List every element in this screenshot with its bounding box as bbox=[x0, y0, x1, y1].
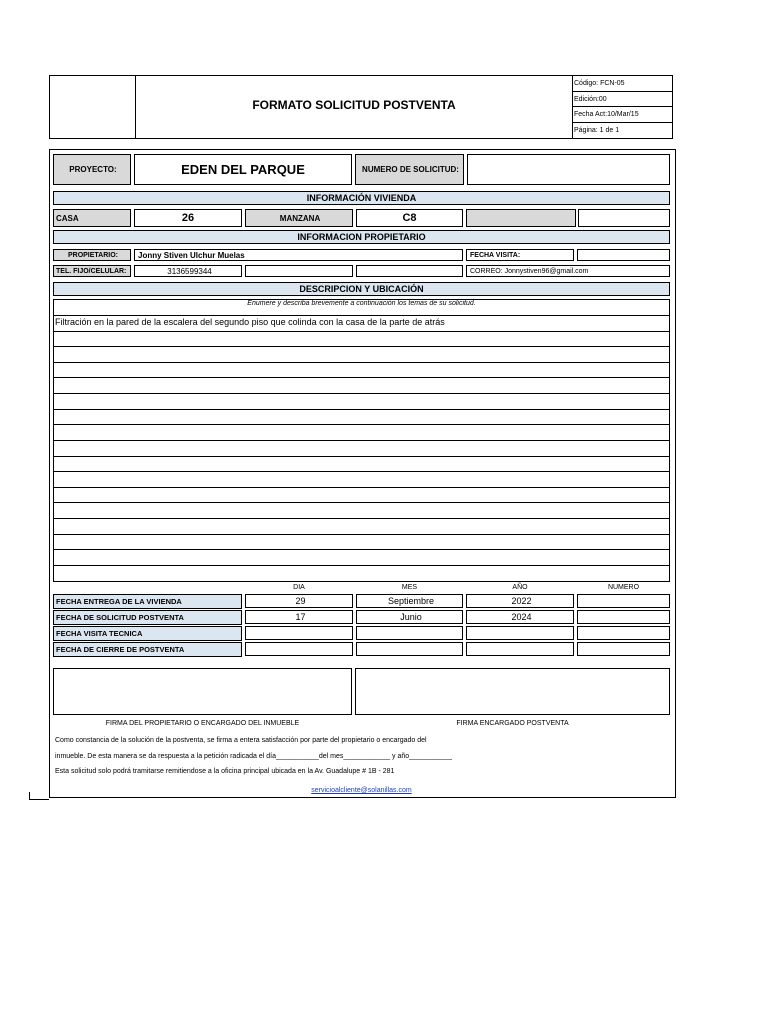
fecha-numero-cell[interactable] bbox=[577, 610, 670, 624]
fecha-mes-value: Septiembre bbox=[387, 596, 435, 606]
propietario-label: PROPIETARIO: bbox=[67, 251, 119, 259]
desc-line bbox=[53, 440, 670, 441]
desc-line bbox=[53, 502, 670, 503]
desc-line bbox=[53, 518, 670, 519]
fecha-anio-value: 2022 bbox=[511, 596, 532, 606]
proyecto-value: EDEN DEL PARQUE bbox=[181, 162, 305, 177]
edicion-text: Edición:00 bbox=[574, 96, 607, 103]
footer-line-1: Como constancia de la solución de la postventa, se firma a entera satisfacción por parte del propietario o encargado del bbox=[55, 737, 427, 744]
fecha-visita-cell bbox=[466, 249, 574, 261]
casa-value: 26 bbox=[181, 212, 195, 224]
casa-label: CASA bbox=[56, 213, 79, 223]
fecha-dia-cell[interactable] bbox=[245, 626, 353, 640]
vivienda-section-title: INFORMACIÓN VIVIENDA bbox=[53, 191, 670, 205]
col-mes: MES bbox=[401, 584, 418, 591]
tel-value: 3136599344 bbox=[167, 266, 212, 276]
fecha-row-label-text: FECHA VISITA TECNICA bbox=[56, 629, 143, 638]
fecha-row-label bbox=[53, 610, 242, 625]
fecha-row-label bbox=[53, 642, 242, 657]
manzana-value: C8 bbox=[402, 212, 417, 224]
desc-line bbox=[53, 549, 670, 550]
desc-line bbox=[53, 409, 670, 410]
fecha-mes-cell[interactable] bbox=[356, 610, 463, 624]
desc-line bbox=[53, 315, 670, 316]
correo-cell[interactable] bbox=[466, 265, 670, 277]
firma-encargado-box[interactable] bbox=[355, 668, 670, 715]
firma-propietario-label: FIRMA DEL PROPIETARIO O ENCARGADO DEL INMUEBLE bbox=[105, 720, 300, 727]
fecha-anio-cell[interactable] bbox=[466, 626, 574, 640]
manzana-value-cell[interactable] bbox=[356, 209, 463, 227]
tel-extra-cell[interactable] bbox=[245, 265, 353, 277]
footer-line-3: Esta solicitud solo podrá tramitarse remitiendose a la oficina principal ubicada en la Av. Guadalupe # 1B - 281 bbox=[55, 768, 395, 775]
fecha-anio-value: 2024 bbox=[511, 612, 532, 622]
fecha-dia-value: 29 bbox=[295, 596, 306, 606]
edicion-cell bbox=[573, 92, 672, 107]
frame-tick-bottom bbox=[29, 799, 49, 800]
footer-line-2: inmueble. De esta manera se da respuesta a la petición radicada el día___________del mes____________ y año___________ bbox=[55, 753, 452, 760]
fecha-mes-cell[interactable] bbox=[356, 626, 463, 640]
proyecto-label-cell bbox=[53, 154, 131, 185]
col-dia: DIA bbox=[293, 584, 305, 591]
firma-encargado-label: FIRMA ENCARGADO POSTVENTA bbox=[456, 720, 569, 727]
desc-line bbox=[53, 471, 670, 472]
fecha-dia-value: 17 bbox=[295, 612, 306, 622]
codigo-cell bbox=[573, 76, 672, 92]
desc-line bbox=[53, 331, 670, 332]
fecha-anio-cell[interactable] bbox=[466, 610, 574, 624]
fecha-anio-cell[interactable] bbox=[466, 642, 574, 656]
fecha-mes-value: Junio bbox=[400, 612, 422, 622]
proyecto-label: PROYECTO: bbox=[69, 165, 117, 174]
fecha-numero-cell[interactable] bbox=[577, 642, 670, 656]
descripcion-section-title: DESCRIPCION Y UBICACIÓN bbox=[53, 282, 670, 296]
col-anio: AÑO bbox=[512, 584, 528, 591]
fecha-visita-label: FECHA VISITA: bbox=[470, 251, 521, 259]
footer-email-wrap bbox=[53, 783, 670, 795]
propietario-value: Jonny Stiven Ulchur Muelas bbox=[138, 250, 245, 260]
propietario-value-cell[interactable] bbox=[134, 249, 463, 261]
fecha-row-label-text: FECHA ENTREGA DE LA VIVIENDA bbox=[56, 597, 182, 606]
desc-line bbox=[53, 456, 670, 457]
footer-email-link[interactable]: servicioalcliente@solanillas.com bbox=[311, 787, 412, 794]
descripcion-text: Filtración en la pared de la escalera del segundo piso que colinda con la casa de la parte de atrás bbox=[55, 317, 445, 327]
propietario-label-cell bbox=[53, 249, 131, 261]
desc-line bbox=[53, 487, 670, 488]
col-numero: NUMERO bbox=[607, 584, 640, 591]
fecha-anio-cell[interactable] bbox=[466, 594, 574, 608]
solicitud-value-cell[interactable] bbox=[467, 154, 670, 185]
casa-value-cell[interactable] bbox=[134, 209, 242, 227]
desc-line bbox=[53, 362, 670, 363]
fecha-mes-cell[interactable] bbox=[356, 594, 463, 608]
firma-propietario-box[interactable] bbox=[53, 668, 352, 715]
desc-line bbox=[53, 377, 670, 378]
solicitud-label-cell bbox=[355, 154, 464, 185]
tel-extra-cell-2[interactable] bbox=[356, 265, 463, 277]
descripcion-instructions: Enumere y describa brevemente a continuación los temas de su solicitud. bbox=[247, 300, 476, 307]
pagina-cell bbox=[573, 123, 672, 138]
fecha-dia-cell[interactable] bbox=[245, 642, 353, 656]
vivienda-extra-value-cell[interactable] bbox=[578, 209, 670, 227]
tel-label: TEL. FIJO/CELULAR: bbox=[56, 267, 127, 275]
fecha-numero-cell[interactable] bbox=[577, 594, 670, 608]
fecha-dia-cell[interactable] bbox=[245, 610, 353, 624]
pagina-text: Página: 1 de 1 bbox=[574, 127, 620, 134]
manzana-label: MANZANA bbox=[279, 213, 321, 223]
casa-label-cell bbox=[53, 209, 131, 227]
fecha-numero-cell[interactable] bbox=[577, 626, 670, 640]
vivienda-extra-label-cell bbox=[466, 209, 576, 227]
fecha-act-text: Fecha Act:10/Mar/15 bbox=[574, 111, 639, 118]
codigo-text: Código: FCN-05 bbox=[574, 80, 625, 87]
proyecto-value-cell[interactable] bbox=[134, 154, 352, 185]
fecha-row-label bbox=[53, 626, 242, 641]
fecha-row-label bbox=[53, 594, 242, 609]
fecha-dia-cell[interactable] bbox=[245, 594, 353, 608]
tel-label-cell bbox=[53, 265, 131, 277]
fecha-row-label-text: FECHA DE CIERRE DE POSTVENTA bbox=[56, 645, 185, 654]
fecha-act-cell bbox=[573, 107, 672, 123]
tel-value-cell[interactable] bbox=[134, 265, 242, 277]
desc-line bbox=[53, 534, 670, 535]
desc-line bbox=[53, 346, 670, 347]
desc-line bbox=[53, 393, 670, 394]
fecha-row-label-text: FECHA DE SOLICITUD POSTVENTA bbox=[56, 613, 184, 622]
fecha-visita-value-cell[interactable] bbox=[577, 249, 670, 261]
solicitud-label: NUMERO DE SOLICITUD: bbox=[362, 165, 459, 174]
desc-line bbox=[53, 424, 670, 425]
desc-line bbox=[53, 565, 670, 566]
correo-text: CORREO: Jonnystiven96@gmail.com bbox=[470, 267, 589, 275]
propietario-section-title: INFORMACION PROPIETARIO bbox=[53, 230, 670, 244]
document-title: FORMATO SOLICITUD POSTVENTA bbox=[252, 98, 456, 112]
manzana-label-cell bbox=[245, 209, 353, 227]
fecha-mes-cell[interactable] bbox=[356, 642, 463, 656]
